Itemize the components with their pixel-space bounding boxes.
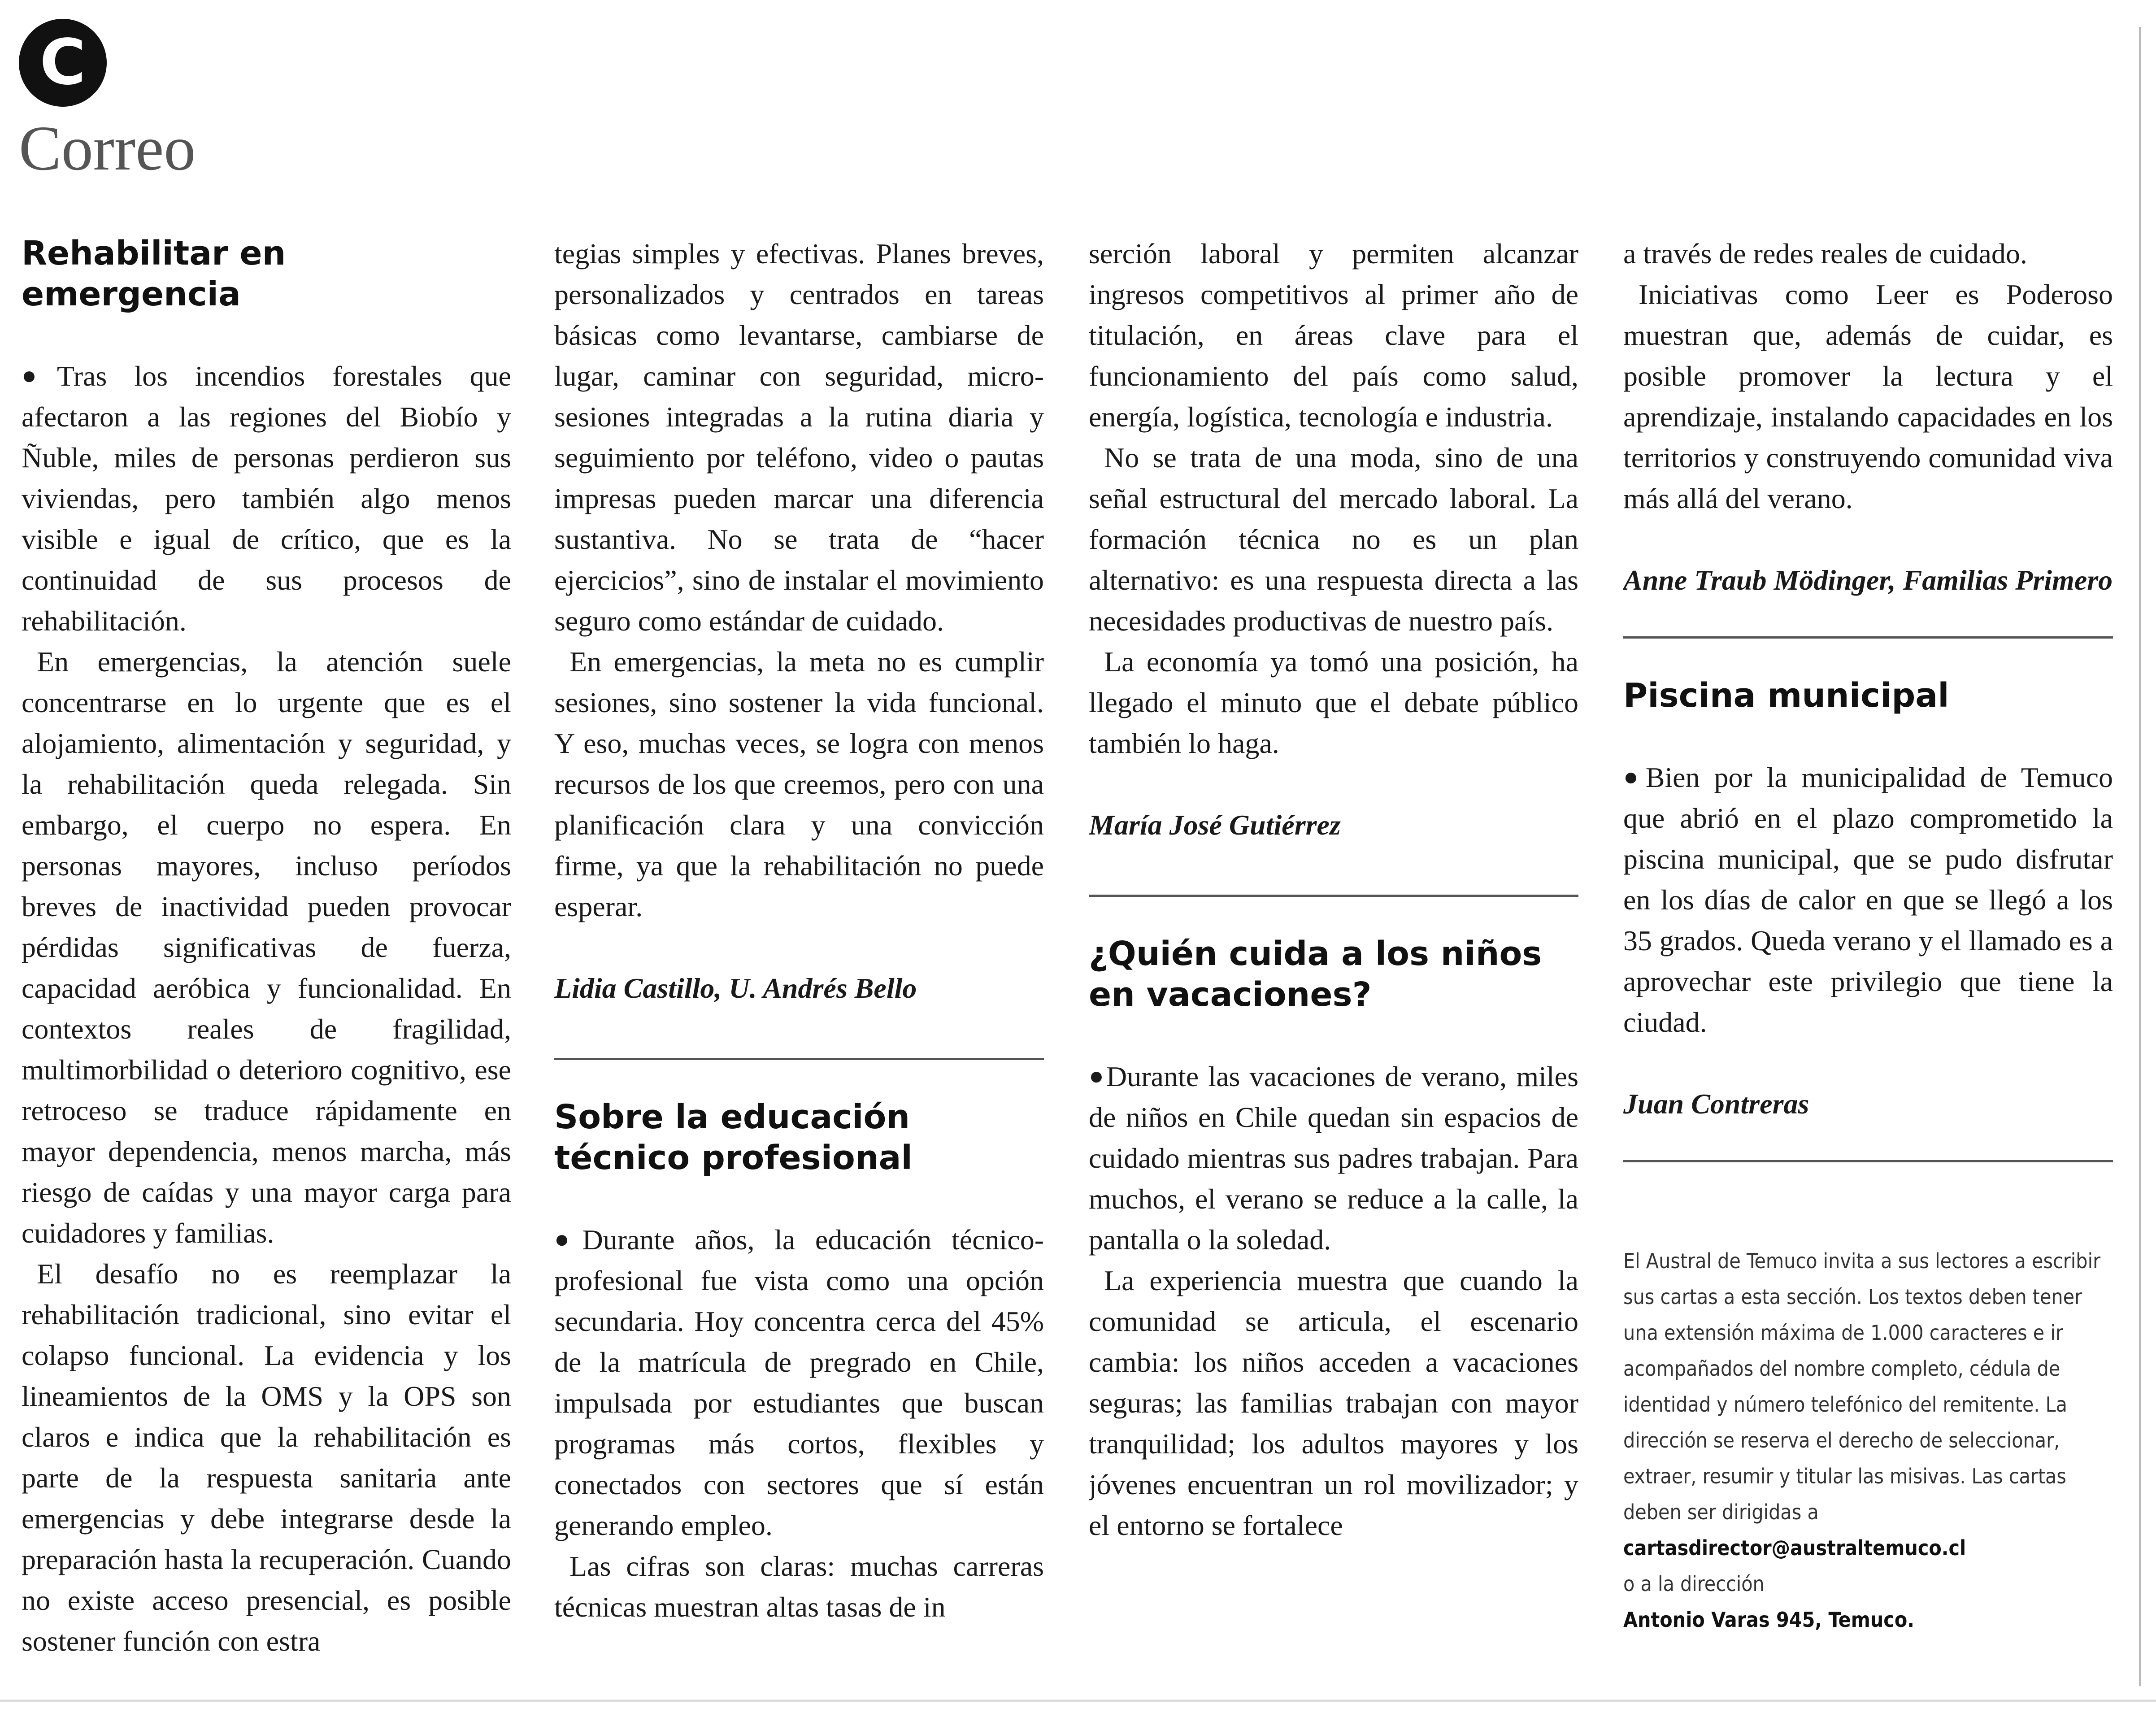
editor-note bbox=[1623, 1243, 2113, 1638]
bullet-icon: ● bbox=[1623, 763, 1646, 791]
page-bottom-line bbox=[0, 1700, 2156, 1702]
letter-1-title: Rehabilitar en emergencia bbox=[22, 234, 286, 313]
letter-1-paragraph: En emergencias, la meta no es cumplir sesiones, sino sostener la vida funcional. Y eso, muchas veces, se logra con menos recursos de los que creemos, pero con una planificación clara y una convicción firme, ya que la rehabilitación no puede esperar. bbox=[554, 646, 1044, 922]
letter-2-signature: María José Gutiérrez bbox=[1089, 809, 1341, 841]
letter-1-signature: Lidia Castillo, U. Andrés Bello bbox=[554, 972, 917, 1004]
letter-3-paragraph: ●Durante las vacaciones de verano, miles de niños en Chile quedan sin espacios de cuidado mientras sus padres trabajan. Para muchos, el verano se reduce a la calle, la pantalla o la soledad. bbox=[1089, 1061, 1578, 1256]
letter-3-signature: Anne Traub Mödinger, Familias Primero bbox=[1623, 564, 2113, 596]
letter-2-paragraph: ●Durante años, la educación técnico-profesional fue vista como una opción secundaria. Hoy concentra cerca del 45% de la matrícula de pregrado en Chile, impulsada por estudiantes que buscan programas más cortos, flexibles y conectados con sectores que sí están generando empleo. bbox=[554, 1224, 1044, 1541]
editor-note-text: El Austral de Temuco invita a sus lectores a escribir sus cartas a esta sección. Los textos deben tener una extensión máxima de 1.000 caracteres e ir acompañados del nombre completo, cédula de identidad y número telefónico del remitente. La dirección se reserva el derecho de seleccionar, extraer, resumir y titular las misivas. Las cartas deben ser dirigidas a bbox=[1623, 1249, 2101, 1524]
letter-3-title: ¿Quién cuida a los niños en vacaciones? bbox=[1089, 935, 1542, 1014]
letter-1-paragraph: El desafío no es reemplazar la rehabilitación tradicional, sino evitar el colapso funcional. La evidencia y los lineamientos de la OMS y la OPS son claros e indica que la rehabilitación es parte de la respuesta sanitaria ante emergencias y debe integrarse desde la preparación hasta la recuperación. Cuando no existe acceso presencial, es posible sostener función con estra bbox=[22, 1258, 511, 1657]
column-1 bbox=[22, 233, 511, 1695]
letter-3-paragraph: La experiencia muestra que cuando la comunidad se articula, el escenario cambia: los niños acceden a vacaciones seguras; las familias trabajan con mayor tranquilidad; los adultos mayores y los jóvenes encuentran un rol movilizador; y el entorno se fortalece bbox=[1089, 1265, 1578, 1541]
column-2 bbox=[554, 233, 1044, 1695]
letter-4-paragraph: ●Bien por la municipalidad de Temuco que abrió en el plazo comprometido la piscina municipal, que se pudo disfrutar en los días de calor en que se llegó a los 35 grados. Queda verano y el llamado es a aprovechar este privilegio que tiene la ciudad. bbox=[1623, 761, 2113, 1038]
section-title: Correo bbox=[19, 113, 196, 183]
letter-2-paragraph: La economía ya tomó una posición, ha llegado el minuto que el debate público también lo haga. bbox=[1089, 646, 1578, 759]
letter-4-title: Piscina municipal bbox=[1623, 676, 1949, 715]
letter-1-paragraph: ●Tras los incendios forestales que afectaron a las regiones del Biobío y Ñuble, miles de personas perdieron sus viviendas, pero también algo menos visible e igual de crítico, que es la continuidad de sus procesos de rehabilitación. bbox=[22, 360, 511, 637]
editor-note-connector: o a la dirección bbox=[1623, 1572, 1765, 1596]
letter-2-title: Sobre la educación técnico profesional bbox=[554, 1098, 913, 1177]
letter-2-paragraph: No se trata de una moda, sino de una señal estructural del mercado laboral. La formación técnica no es un plan alternativo: es una respuesta directa a las necesidades productivas de nuestro país. bbox=[1089, 442, 1578, 637]
section-logo: C bbox=[19, 19, 107, 107]
letter-1-paragraph: tegias simples y efectivas. Planes breves, personalizados y centrados en tareas básicas como levantarse, cambiarse de lugar, caminar con seguridad, micro-sesiones integradas a la rutina diaria y seguimiento por teléfono, video o pautas impresas pueden marcar una diferencia sustantiva. No se trata de “hacer ejercicios”, sino de instalar el movimiento seguro como estándar de cuidado. bbox=[554, 238, 1044, 637]
bullet-icon: ● bbox=[1089, 1062, 1106, 1090]
letter-1-paragraph: En emergencias, la atención suele concentrarse en lo urgente que es el alojamiento, alimentación y seguridad, y la rehabilitación queda relegada. Sin embargo, el cuerpo no espera. En personas mayores, incluso períodos breves de inactividad pueden provocar pérdidas significativas de fuerza, capacidad aeróbica y funcionalidad. En contextos reales de fragilidad, multimorbilidad o deterioro cognitivo, ese retroceso se traduce rápidamente en mayor dependencia, menos marcha, más riesgo de caídas y una mayor carga para cuidadores y familias. bbox=[22, 646, 511, 1249]
column-3 bbox=[1089, 233, 1578, 1695]
page-edge-line bbox=[2139, 27, 2141, 1686]
editor-email[interactable]: cartasdirector@australtemuco.cl bbox=[1623, 1536, 1966, 1560]
letter-4-signature: Juan Contreras bbox=[1623, 1088, 1809, 1120]
letter-3-paragraph: Iniciativas como Leer es Poderoso muestran que, además de cuidar, es posible promover la lectura y el aprendizaje, instalando capacidades en los territorios y construyendo comunidad viva más allá del verano. bbox=[1623, 278, 2113, 514]
letter-3-paragraph: a través de redes reales de cuidado. bbox=[1623, 238, 2027, 270]
editor-address: Antonio Varas 945, Temuco. bbox=[1623, 1608, 1914, 1632]
column-4 bbox=[1623, 233, 2113, 1695]
bullet-icon: ● bbox=[554, 1226, 582, 1253]
letter-2-paragraph: serción laboral y permiten alcanzar ingresos competitivos al primer año de titulación, en áreas clave para el funcionamiento del país como salud, energía, logística, tecnología e industria. bbox=[1089, 238, 1578, 433]
letter-2-paragraph: Las cifras son claras: muchas carreras técnicas muestran altas tasas de in bbox=[554, 1550, 1044, 1623]
bullet-icon: ● bbox=[22, 362, 57, 390]
